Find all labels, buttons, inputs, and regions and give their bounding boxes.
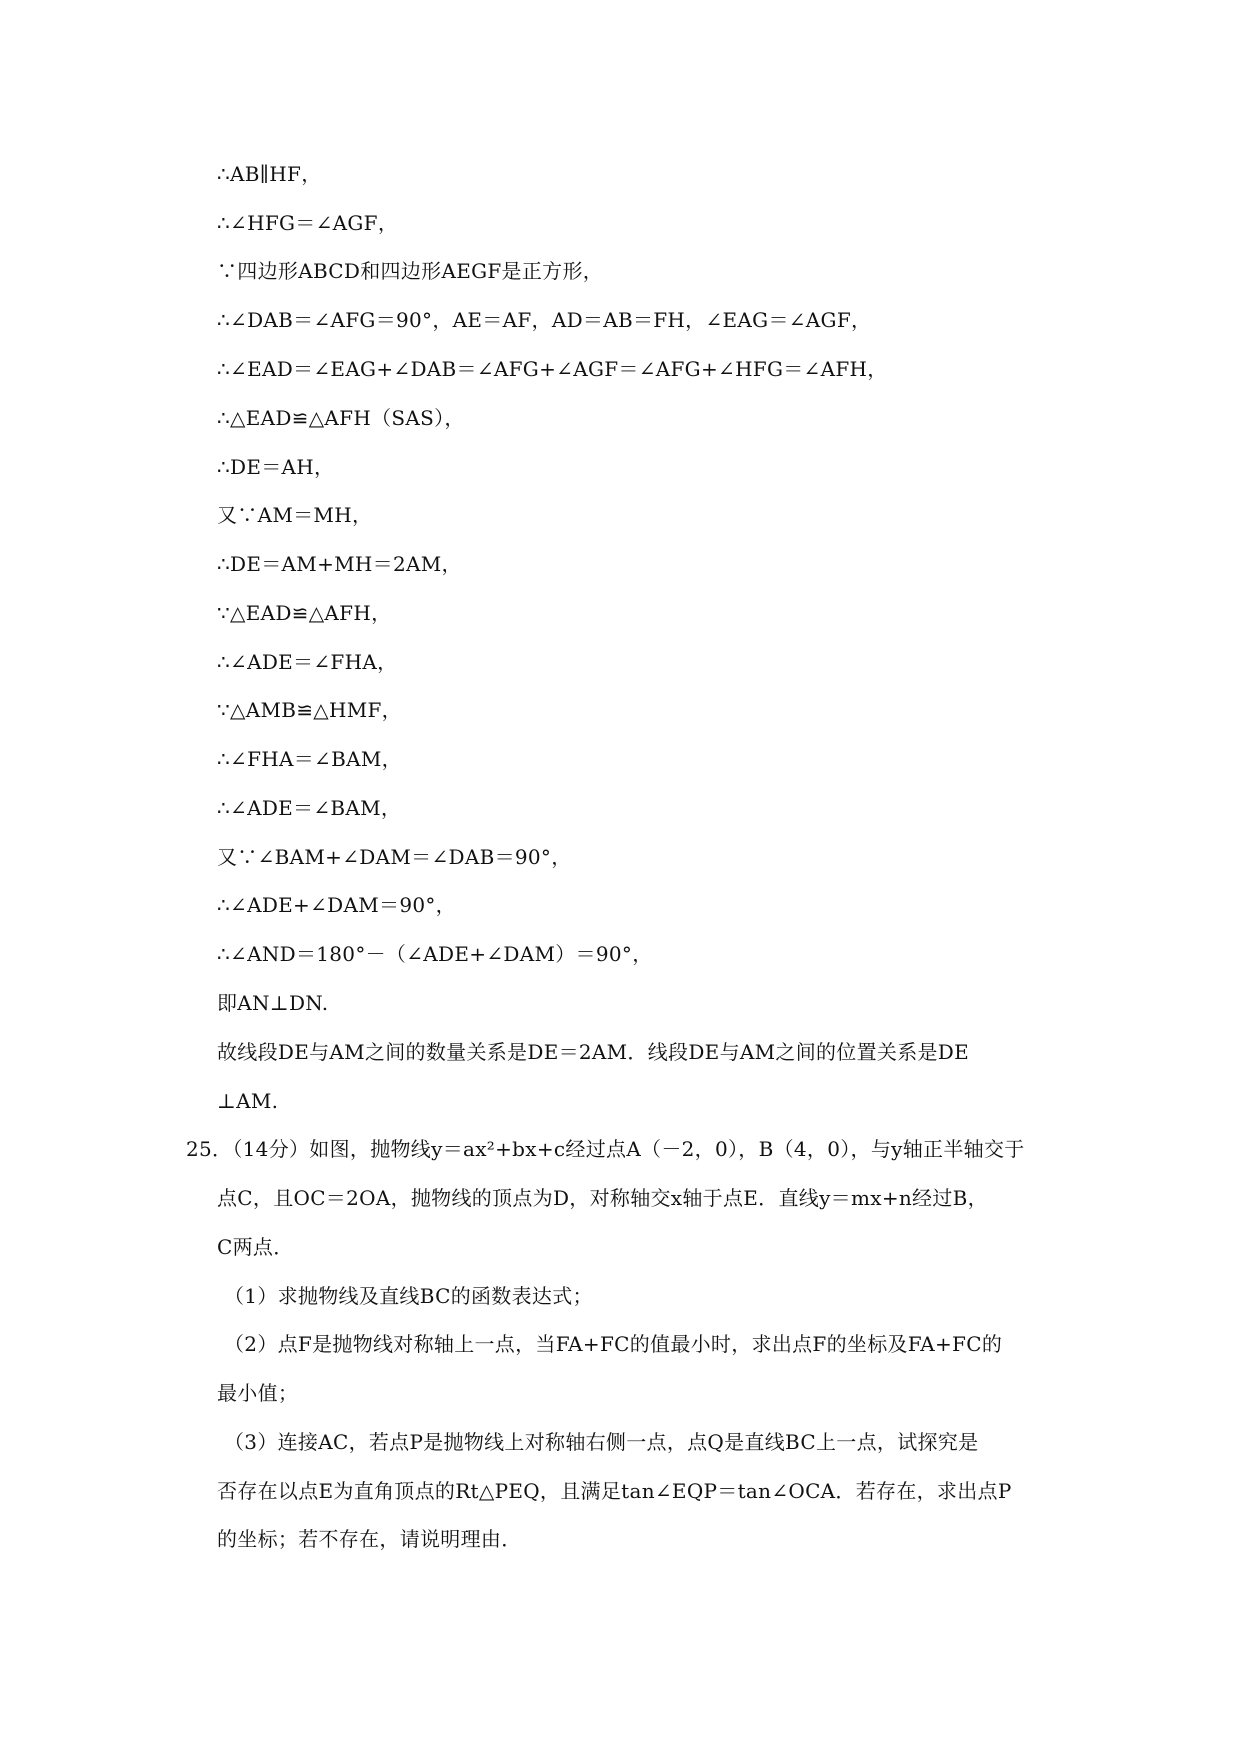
- solution-line: 即AN⊥DN.: [217, 991, 329, 1015]
- conclusion-line: ⊥AM.: [217, 1089, 279, 1113]
- solution-line: ∴∠DAB＝∠AFG＝90°，AE＝AF，AD＝AB＝FH，∠EAG＝∠AGF，: [217, 308, 872, 332]
- solution-line: 又∵AM＝MH，: [217, 503, 373, 527]
- question-stem-line: C两点．: [217, 1235, 294, 1259]
- question-part-line: （3）连接AC，若点P是抛物线上对称轴右侧一点，点Q是直线BC上一点，试探究是: [224, 1430, 979, 1454]
- solution-line: ∴∠ADE＝∠BAM，: [217, 796, 402, 820]
- solution-line: ∴∠AND＝180°－（∠ADE+∠DAM）＝90°，: [217, 942, 653, 966]
- solution-line: ∴DE＝AM+MH＝2AM，: [217, 552, 462, 576]
- solution-line: ∴DE＝AH，: [217, 455, 335, 479]
- solution-line: ∴∠FHA＝∠BAM，: [217, 747, 402, 771]
- solution-line: ∵△AMB≌△HMF，: [217, 698, 402, 722]
- solution-line: ∴△EAD≌△AFH（SAS），: [217, 406, 465, 430]
- question-stem-line: 点C，且OC＝2OA，抛物线的顶点为D，对称轴交x轴于点E．直线y＝mx+n经过B，: [217, 1186, 988, 1210]
- question-part-line: 的坐标；若不存在，请说明理由．: [217, 1527, 522, 1551]
- question-part-line: 最小值；: [217, 1381, 299, 1405]
- question-part-line: 否存在以点E为直角顶点的Rt△PEQ，且满足tan∠EQP＝tan∠OCA．若存在，求出点P: [217, 1479, 1012, 1503]
- question-part-line: （1）求抛物线及直线BC的函数表达式；: [224, 1284, 593, 1308]
- solution-line: ∵四边形ABCD和四边形AEGF是正方形，: [217, 259, 604, 283]
- solution-line: ∴AB∥HF，: [217, 162, 322, 186]
- solution-line: 又∵∠BAM+∠DAM＝∠DAB＝90°，: [217, 845, 572, 869]
- solution-line: ∵△EAD≌△AFH，: [217, 601, 392, 625]
- solution-line: ∴∠ADE+∠DAM＝90°，: [217, 893, 456, 917]
- solution-line: ∴∠ADE＝∠FHA，: [217, 650, 398, 674]
- conclusion-line: 故线段DE与AM之间的数量关系是DE＝2AM．线段DE与AM之间的位置关系是DE: [217, 1040, 970, 1064]
- question-part-line: （2）点F是抛物线对称轴上一点，当FA+FC的值最小时，求出点F的坐标及FA+FC的: [224, 1332, 1003, 1356]
- solution-line: ∴∠HFG＝∠AGF，: [217, 211, 399, 235]
- question-stem-line: 25．（14分）如图，抛物线y＝ax²+bx+c经过点A（－2，0），B（4，0），与y轴正半轴交于: [186, 1137, 1025, 1161]
- solution-line: ∴∠EAD＝∠EAG+∠DAB＝∠AFG+∠AGF＝∠AFG+∠HFG＝∠AFH，: [217, 357, 888, 381]
